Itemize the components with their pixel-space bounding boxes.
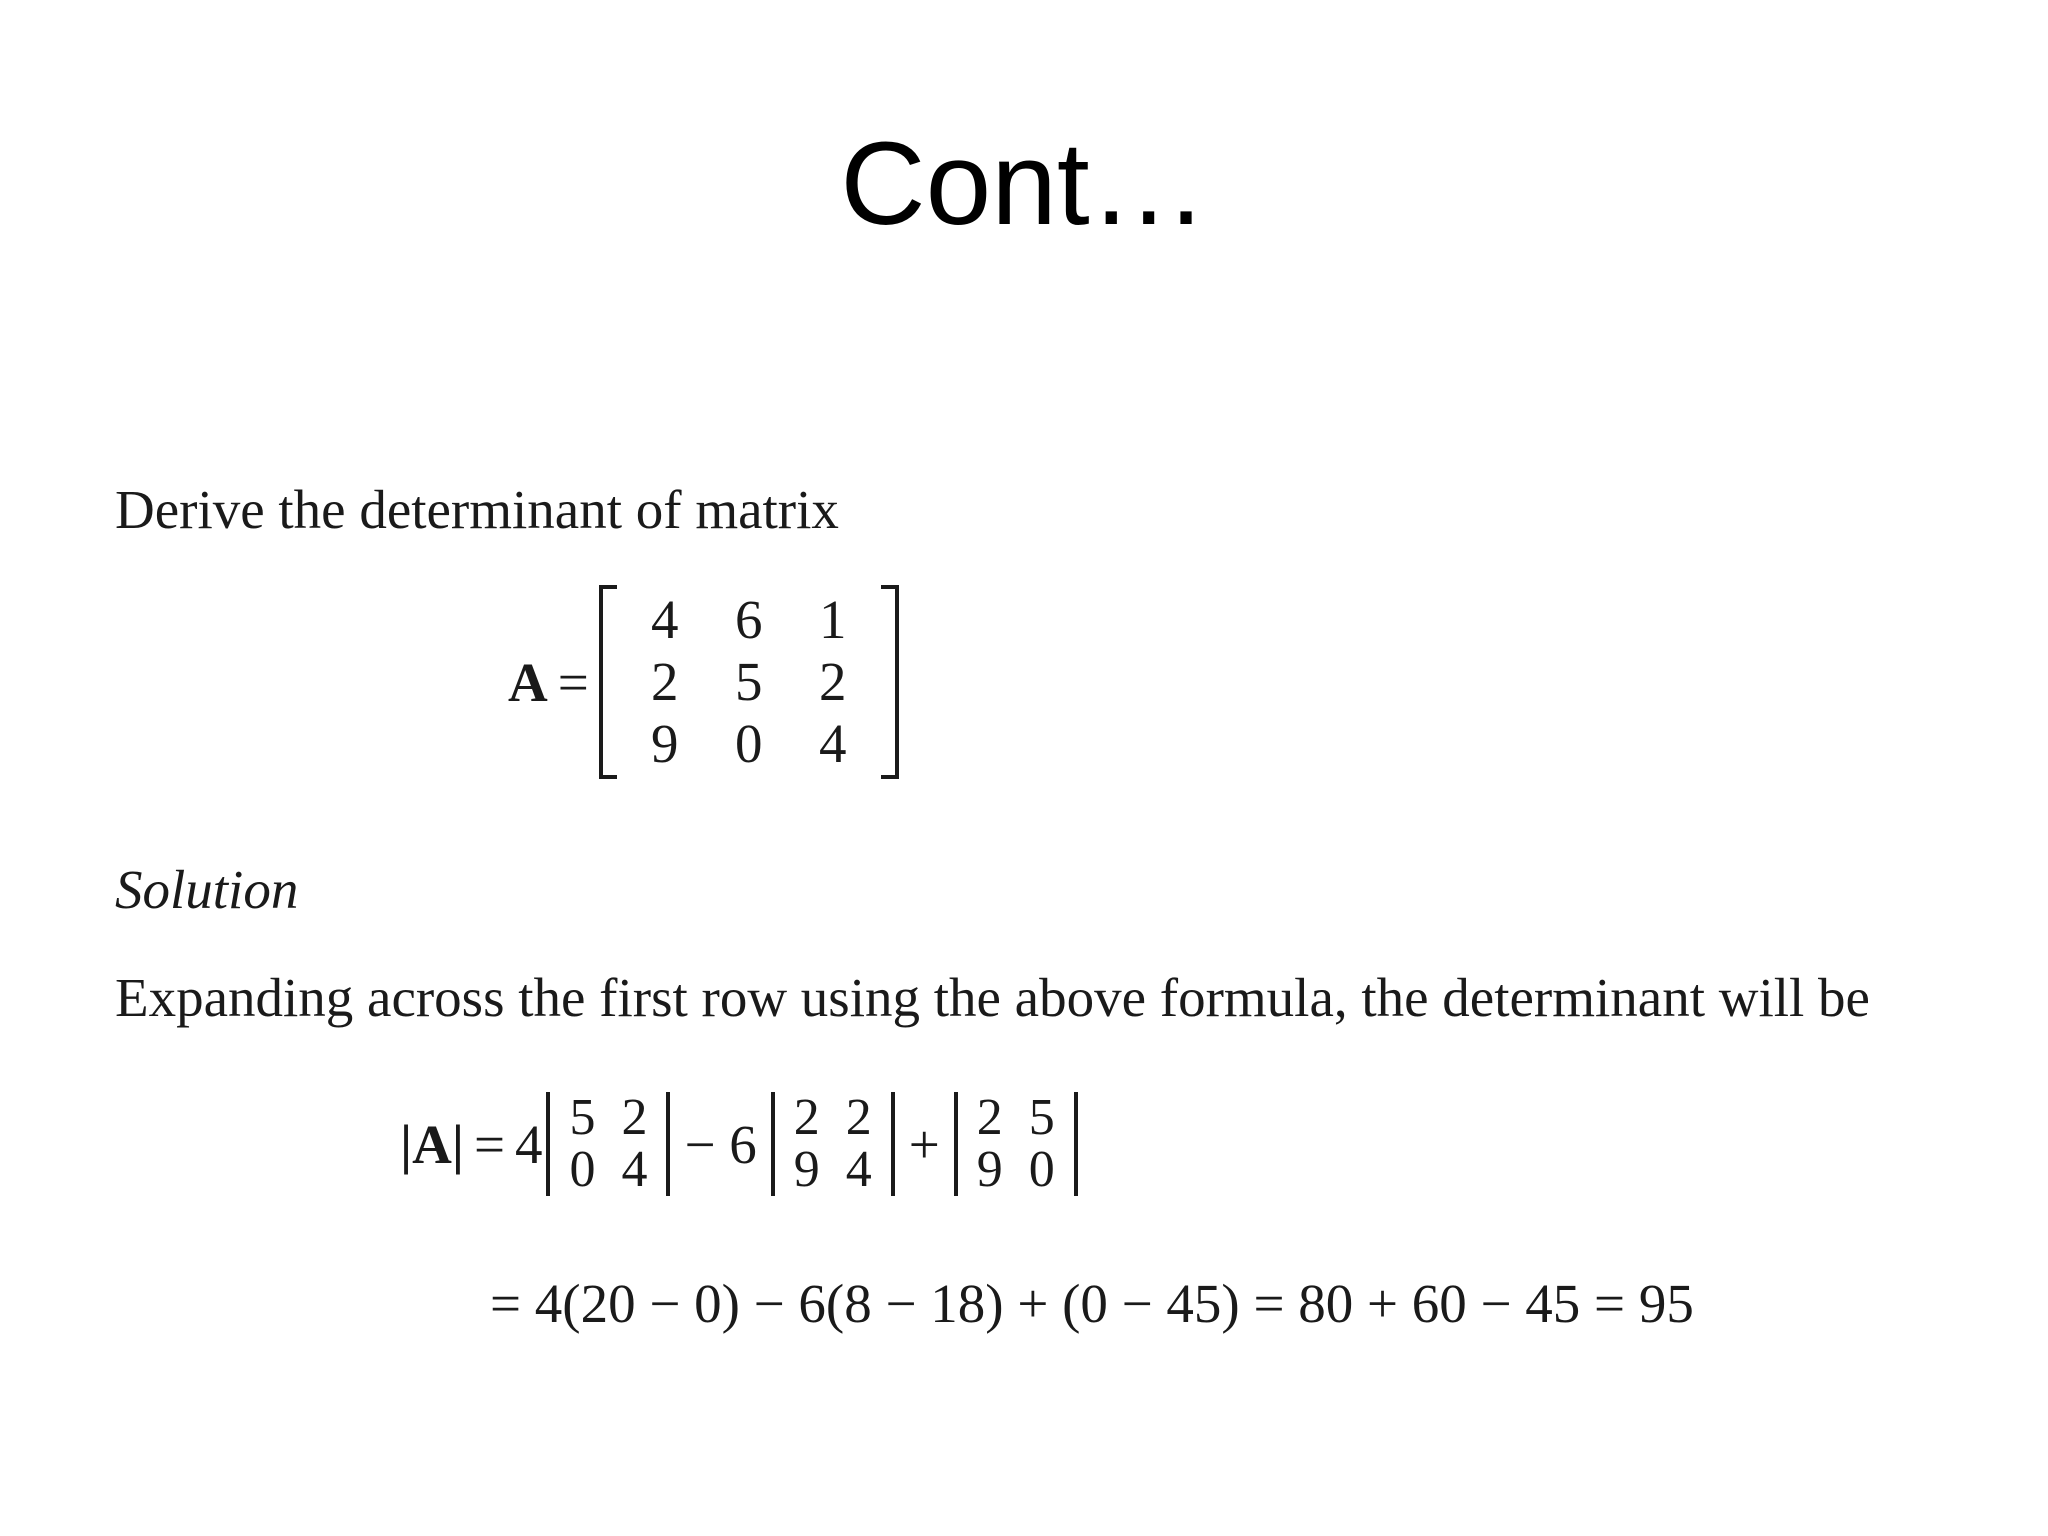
matrix-cell: 4 — [651, 589, 679, 650]
equals-sign: = — [557, 651, 589, 713]
matrix-cell: 4 — [819, 713, 847, 774]
operator: − 6 — [684, 1113, 757, 1175]
slide-title: Cont… — [840, 118, 1208, 250]
minor-cell: 4 — [621, 1141, 648, 1198]
minor-cell: 2 — [621, 1089, 648, 1146]
minor-cell: 4 — [845, 1141, 872, 1198]
minor-cell: 9 — [793, 1141, 820, 1198]
operator: + — [908, 1113, 940, 1175]
matrix-cell: 6 — [735, 589, 763, 650]
solution-heading: Solution — [115, 859, 299, 920]
matrix-cell: 0 — [735, 713, 763, 774]
determinant-lhs: |A| — [400, 1113, 464, 1175]
matrix-cell: 9 — [651, 713, 679, 774]
right-bracket — [881, 585, 899, 779]
coefficient: 4 — [514, 1113, 543, 1175]
minor-cell: 5 — [569, 1089, 596, 1146]
matrix-a — [599, 585, 899, 779]
matrix-cell: 1 — [819, 589, 847, 650]
left-bracket — [599, 585, 617, 779]
minor-determinant-2 — [771, 1089, 895, 1198]
matrix-cell: 2 — [651, 651, 679, 712]
minor-cell: 5 — [1028, 1089, 1055, 1146]
determinant-expansion — [400, 1089, 1082, 1198]
right-bar — [666, 1092, 670, 1196]
equals-sign: = — [473, 1113, 505, 1175]
matrix-cell: 2 — [819, 651, 847, 712]
matrix-definition — [508, 585, 899, 779]
determinant-result: = 4(20 − 0) − 6(8 − 18) + (0 − 45) = 80 + 60 − 45 = 95 — [490, 1273, 1694, 1334]
matrix-cells — [617, 585, 881, 779]
matrix-label: A — [508, 651, 548, 713]
solution-text: Expanding across the first row using the above formula, the determinant will be — [115, 967, 1870, 1028]
right-bar — [891, 1092, 895, 1196]
minor-cell: 9 — [976, 1141, 1003, 1198]
minor-cell: 0 — [1028, 1141, 1055, 1198]
minor-cell: 2 — [976, 1089, 1003, 1146]
problem-statement: Derive the determinant of matrix — [115, 479, 839, 540]
matrix-cell: 5 — [735, 651, 763, 712]
minor-cell: 2 — [793, 1089, 820, 1146]
minor-cell: 0 — [569, 1141, 596, 1198]
minor-determinant-3 — [954, 1089, 1078, 1198]
minor-cell: 2 — [845, 1089, 872, 1146]
minor-determinant-1 — [546, 1089, 670, 1198]
right-bar — [1074, 1092, 1078, 1196]
